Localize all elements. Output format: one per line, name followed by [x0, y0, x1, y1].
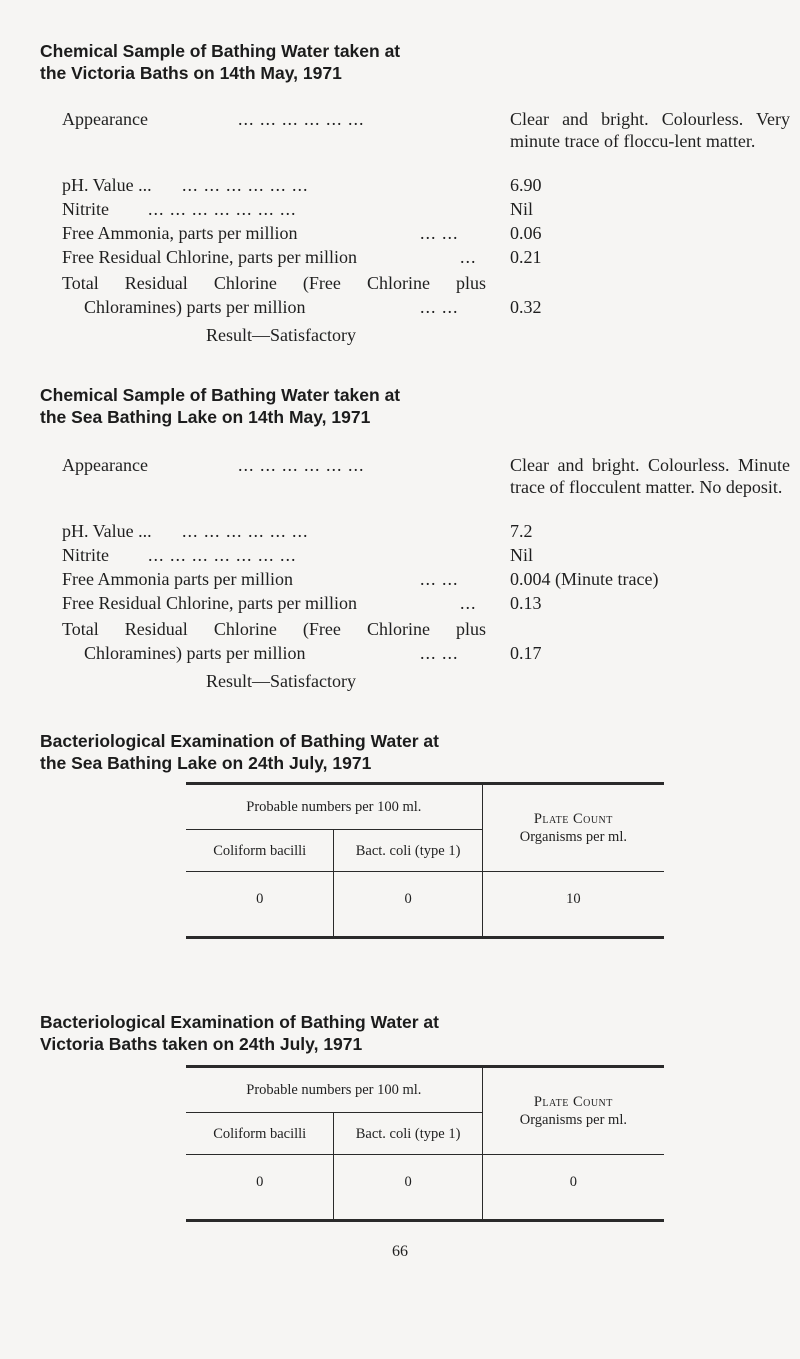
row-value: 0.21 [510, 247, 542, 267]
table-row [186, 872, 664, 938]
plate-count-header [482, 784, 664, 872]
row-label: Appearance [62, 109, 148, 129]
row-label: Total Residual Chlorine (Free Chlorine plus [62, 619, 486, 639]
section4-table [186, 1065, 664, 1222]
row-label: Chloramines) parts per million [84, 297, 306, 317]
cell-plate-count: 10 [482, 872, 664, 938]
row-value: Clear and bright. Colourless. Minute trace of flocculent matter. No deposit. [510, 455, 790, 497]
leader-dots: ... ... [420, 223, 459, 243]
col-coliform: Coliform bacilli [186, 1113, 334, 1155]
leader-dots: ... ... ... ... ... ... [182, 175, 309, 195]
row-label: Chloramines) parts per million [84, 643, 306, 663]
row-label: Free Residual Chlorine, parts per million [62, 593, 357, 613]
leader-dots: ... ... ... ... ... ... [238, 109, 365, 129]
section2-title-line1: Chemical Sample of Bathing Water taken at [40, 385, 401, 405]
row-value: 0.06 [510, 223, 542, 243]
cell-coliform: 0 [256, 891, 264, 907]
section3-title-line1: Bacteriological Examination of Bathing Water at [40, 731, 439, 751]
row-value: Nil [510, 545, 534, 565]
leader-dots: ... ... [420, 569, 459, 589]
col-bact-coli: Bact. coli (type 1) [334, 830, 482, 872]
section2-title-line2: the Sea Bathing Lake on 14th May, 1971 [40, 407, 371, 427]
row-label: Free Ammonia parts per million [62, 569, 293, 589]
plate-count-unit: Organisms per ml. [519, 1112, 627, 1128]
cell-coliform: 0 [256, 1174, 264, 1190]
row-value: Clear and bright. Colourless. Very minute trace of floccu-lent matter. [510, 109, 790, 151]
leader-dots: ... ... ... ... ... ... [182, 521, 309, 541]
section3-title [40, 730, 439, 774]
table-header-row [186, 784, 664, 830]
section4-title [40, 1011, 439, 1055]
section3-title-line2: the Sea Bathing Lake on 24th July, 1971 [40, 753, 372, 773]
leader-dots: ... [460, 593, 477, 613]
table-header-row [186, 1067, 664, 1113]
leader-dots: ... ... [420, 643, 459, 663]
section4-title-line2: Victoria Baths taken on 24th July, 1971 [40, 1034, 363, 1054]
col-coliform: Coliform bacilli [186, 830, 334, 872]
plate-count-title: Plate Count [533, 1094, 613, 1110]
row-label: Free Residual Chlorine, parts per million [62, 247, 357, 267]
row-label: pH. Value ... [62, 521, 152, 541]
leader-dots: ... ... ... ... ... ... [238, 455, 365, 475]
section3-table [186, 782, 664, 939]
plate-count-title: Plate Count [533, 811, 613, 827]
row-label: Free Ammonia, parts per million [62, 223, 298, 243]
col-bact-coli: Bact. coli (type 1) [334, 1113, 482, 1155]
cell-plate-count: 0 [482, 1155, 664, 1221]
row-value: 6.90 [510, 175, 542, 195]
leader-dots: ... ... [420, 297, 459, 317]
section1-title-line2: the Victoria Baths on 14th May, 1971 [40, 63, 342, 83]
row-value: 0.13 [510, 593, 542, 613]
row-value: Nil [510, 199, 534, 219]
row-value: 0.004 (Minute trace) [510, 569, 659, 589]
leader-dots: ... ... ... ... ... ... ... [148, 545, 297, 565]
section1-title-line1: Chemical Sample of Bathing Water taken at [40, 41, 401, 61]
group-header: Probable numbers per 100 ml. [186, 784, 482, 830]
cell-bact-coli: 0 [334, 1155, 482, 1221]
s2-row-appearance [62, 454, 790, 520]
row-value: 0.17 [510, 643, 542, 663]
row-label: Appearance [62, 455, 148, 475]
section1-result: Result—Satisfactory [206, 325, 356, 345]
leader-dots: ... ... ... ... ... ... ... [148, 199, 297, 219]
leader-dots: ... [460, 247, 477, 267]
row-value: 7.2 [510, 521, 533, 541]
row-label: Total Residual Chlorine (Free Chlorine plus [62, 273, 486, 293]
row-label: Nitrite [62, 199, 109, 219]
row-label: Nitrite [62, 545, 109, 565]
section1-title [40, 40, 400, 84]
cell-bact-coli: 0 [334, 872, 482, 938]
page-number: 66 [392, 1243, 408, 1260]
section4-title-line1: Bacteriological Examination of Bathing Water at [40, 1012, 439, 1032]
s1-row-appearance [62, 108, 790, 174]
row-value: 0.32 [510, 297, 542, 317]
group-header: Probable numbers per 100 ml. [186, 1067, 482, 1113]
table-row [186, 1155, 664, 1221]
row-label: pH. Value ... [62, 175, 152, 195]
section2-result: Result—Satisfactory [206, 671, 356, 691]
plate-count-header [482, 1067, 664, 1155]
plate-count-unit: Organisms per ml. [519, 829, 627, 845]
section2-title [40, 384, 400, 428]
